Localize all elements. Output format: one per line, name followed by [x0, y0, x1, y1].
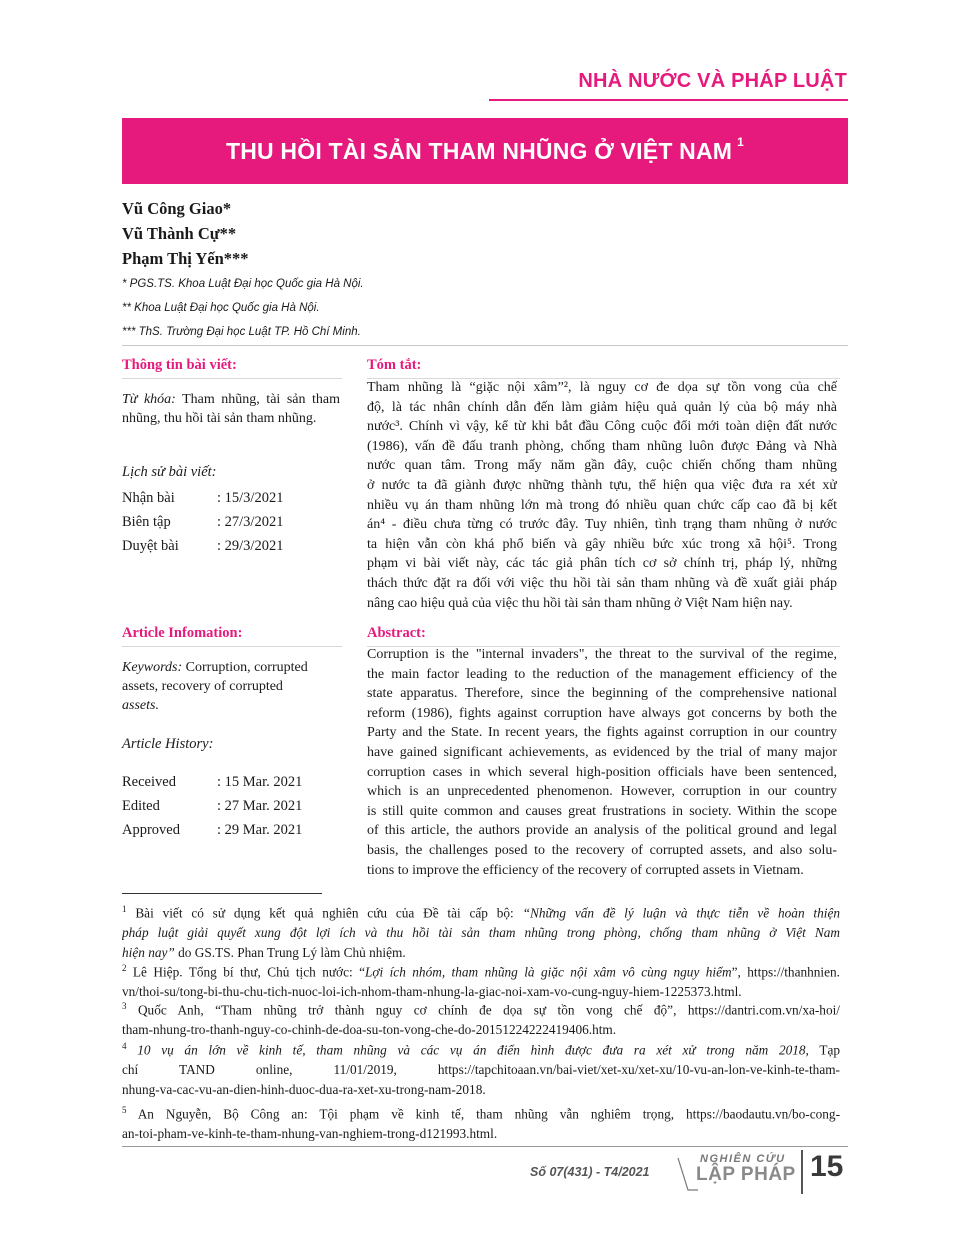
abstract-line: tions to improve the efficiency of the recovery of corrupted assets in Vietnam. [367, 862, 804, 878]
vi-keywords [122, 390, 340, 428]
abstract-line: is still quite common and causes great frustrations in society. Within the scope [367, 803, 837, 819]
vi-history-label: Lịch sử bài viết: [122, 464, 217, 480]
page-number: 15 [810, 1150, 844, 1183]
abstract-line: state apparatus. Therefore, since the beginning of the comprehensive national [367, 686, 837, 702]
vi-info-rule [122, 378, 342, 379]
footnote-link[interactable]: nhung-va-cac-vu-an-dien-hinh-duoc-dua-ra-xet-xu-trong-nam-2018. [122, 1082, 486, 1098]
abstract-line: reform (1986), fights against corruption have always got concerns by both the [367, 705, 837, 721]
footnote-text: do GS.TS. Phan Trung Lý làm Chủ nhiệm. [178, 945, 406, 961]
affiliation-1: * PGS.TS. Khoa Luật Đại học Quốc gia Hà Nội. [122, 278, 364, 290]
footnote-italic: hiện nay” [122, 945, 175, 961]
en-keywords [122, 658, 340, 715]
footer-rule [122, 1146, 848, 1147]
history-value: : 29 Mar. 2021 [217, 822, 303, 838]
summary-line: phạm vi bài viết này, các tác giả phân tích cơ sở chính trị, pháp lý, những [367, 556, 837, 572]
footnote-text: Quốc Anh, “Tham nhũng trở thành nguy cơ chính đe dọa sự tồn vong chế độ”, https://dantri.com.vn/xa-hoi/ [137, 1002, 840, 1018]
en-abstract [367, 645, 837, 880]
footnote-italic: 10 vụ án lớn về kinh tế, tham nhũng và các vụ án điển hình được đưa ra xét xử trong năm 2018 [137, 1042, 806, 1058]
summary-line: ở nước ta đã giành được những thành tựu, thể hiện qua việc đưa ra xét xử [367, 477, 837, 493]
abstract-line: Party and the State. In recent years, the fights against corruption in our country [367, 725, 837, 741]
footnote-link[interactable]: vn/thoi-su/tong-bi-thu-chu-tich-nuoc-loi-ich-nhom-tham-nhung-la-giac-noi-xam-vo-cung-nguy-hiem-1225373.html. [122, 984, 742, 1000]
history-value: : 15 Mar. 2021 [217, 774, 303, 790]
en-keywords-tail: assets. [122, 698, 159, 713]
en-history-label: Article History: [122, 736, 214, 752]
en-info-rule [122, 646, 342, 647]
vi-summary [367, 378, 837, 613]
summary-line: thách thức đặt ra đối với việc thu hồi tài sản tham nhũng và đề xuất giải pháp [367, 575, 837, 591]
abstract-line: the main factor leading to the reduction of the management efficiency of the [367, 666, 837, 682]
summary-line: án⁴ - điều chưa từng có trước đây. Tuy nhiên, tình trạng tham nhũng ở nước [367, 517, 837, 533]
footnote-text: An Nguyễn, Bộ Công an: Tội phạm về kinh tế, tham nhũng vẫn nghiêm trọng, https://baodautu.vn/bo-cong- [137, 1106, 840, 1122]
section-rule [489, 99, 848, 101]
footnote-italic: pháp luật giải quyết xung đột lợi ích và thu hồi tài sản tham nhũng trong phòng, chống tham nhũng ở Việt Nam [122, 925, 840, 941]
magazine-name-top: NGHIÊN CỨU [700, 1153, 786, 1165]
author-1: Vũ Công Giao* [122, 199, 232, 218]
summary-line: nâng cao hiệu quả của việc thu hồi tài sản tham nhũng ở Việt Nam hiện nay. [367, 595, 793, 611]
abstract-line: of this article, the authors provide an analysis of the political ground and legal [367, 823, 837, 839]
author-2: Vũ Thành Cự** [122, 224, 237, 243]
footnote-4 [122, 1036, 840, 1100]
history-value: : 15/3/2021 [217, 490, 284, 506]
history-value: : 27 Mar. 2021 [217, 798, 303, 814]
footnote-rule [122, 893, 322, 894]
section-title: NHÀ NƯỚC VÀ PHÁP LUẬT [578, 70, 847, 92]
vi-summary-heading: Tóm tắt: [367, 357, 422, 373]
footnote-link[interactable]: an-toi-pham-ve-kinh-te-tham-nhung-van-nghiem-trong-d121993.html. [122, 1126, 498, 1142]
magazine-name-bottom: LẬP PHÁP [696, 1164, 796, 1185]
footer-slash-icon [676, 1150, 698, 1192]
footnote-link[interactable]: tham-nhung-tro-thanh-nguy-co-chinh-de-doa-su-ton-vong-che-do-20151224222419406.htm. [122, 1022, 617, 1038]
abstract-line: corruption cases in which several high-position officials have been sentenced, [367, 764, 837, 780]
footnote-text: Lê Hiệp. Tổng bí thư, Chủ tịch nước: “ [132, 964, 365, 980]
history-label: Edited [122, 798, 160, 814]
footnote-number: 4 [122, 1041, 127, 1051]
abstract-line: Corruption is the "internal invaders", the threat to the survival of the regime, [367, 647, 837, 662]
footnote-1 [122, 899, 840, 963]
footnote-number: 2 [122, 963, 127, 973]
vi-info-heading: Thông tin bài viết: [122, 357, 237, 373]
footnote-text: , Tạp [805, 1042, 840, 1058]
affiliation-3: *** ThS. Trường Đại học Luật TP. Hồ Chí Minh. [122, 326, 361, 338]
title-banner [122, 118, 848, 184]
footnote-3 [122, 996, 840, 1040]
history-label: Approved [122, 822, 180, 838]
title-footnote-mark[interactable]: 1 [737, 134, 745, 149]
en-abstract-heading: Abstract: [367, 625, 426, 641]
article-title [225, 134, 745, 165]
affiliation-2: ** Khoa Luật Đại học Quốc gia Hà Nội. [122, 302, 320, 314]
vi-keywords-text: Tham nhũng, tài sản tham nhũng, thu hồi tài sản tham nhũng. [122, 392, 340, 426]
history-label: Received [122, 774, 176, 790]
summary-line: độ, là tác nhân chính dẫn đến làm giảm hiệu quả quản lý của bộ máy nhà [367, 399, 837, 415]
summary-line: (1986), vấn đề đấu tranh phòng, chống tham nhũng luôn được Đảng và Nhà [367, 438, 837, 454]
footnote-number: 1 [122, 904, 127, 914]
footnote-number: 5 [122, 1105, 127, 1115]
footnote-number: 3 [122, 1001, 127, 1011]
history-label: Duyệt bài [122, 538, 179, 554]
footnote-5 [122, 1100, 840, 1144]
en-keywords-text: Corruption, corrupted assets, recovery of corrupted [122, 660, 308, 694]
summary-line: Tham nhũng là “giặc nội xâm”², là nguy cơ đe dọa sự tồn vong của chế [367, 380, 837, 395]
history-label: Biên tập [122, 514, 171, 530]
summary-line: nước quan tâm. Trong mấy năm gần đây, cuộc chiến chống tham nhũng [367, 458, 837, 474]
en-keywords-label: Keywords: [122, 660, 183, 675]
footer-divider [801, 1150, 803, 1194]
footnote-text: ”, https://thanhnien. [731, 964, 840, 980]
history-value: : 29/3/2021 [217, 538, 284, 554]
footnote-italic: Lợi ích nhóm, tham nhũng là giặc nội xâm vô cùng nguy hiểm [365, 964, 732, 980]
affiliation-divider [122, 345, 848, 346]
history-label: Nhận bài [122, 490, 175, 506]
author-3: Phạm Thị Yến*** [122, 249, 249, 268]
abstract-line: basis, the challenges posed to the recovery of corrupted assets, and also solu- [367, 842, 837, 858]
summary-line: nhiều vụ án tham nhũng lớn mà trong đó nhiều quan chức cấp cao đã bị kết [367, 497, 837, 513]
abstract-line: which is an unprecedented phenomenon. However, corruption in our country [367, 784, 837, 800]
footnote-italic: “Những vấn đề lý luận và thực tiễn về hoàn thiện [522, 905, 840, 921]
issue-number: Số 07(431) - T4/2021 [530, 1165, 650, 1179]
footnote-text: chí TAND online, 11/01/2019, https://tapchitoaan.vn/bai-viet/xet-xu/xet-xu/10-vu-an-lon-ve-kinh-te-tham- [122, 1062, 840, 1078]
summary-line: ta hiện vẫn còn khá phổ biến và gây nhiều bức xúc trong xã hội⁵. Trong [367, 536, 837, 552]
history-value: : 27/3/2021 [217, 514, 284, 530]
en-info-heading: Article Infomation: [122, 625, 243, 641]
vi-keywords-label: Từ khóa: [122, 392, 176, 407]
abstract-line: have gained significant achievements, as evidenced by the trial of many major [367, 744, 837, 760]
footnote-text: Bài viết có sử dụng kết quả nghiên cứu của Đề tài cấp bộ: [135, 905, 514, 921]
summary-line: nước³. Chính vì vậy, kể từ khi bắt đầu Công cuộc đổi mới toàn diện đất nước [367, 419, 837, 435]
article-title-text: THU HỒI TÀI SẢN THAM NHŨNG Ở VIỆT NAM [225, 137, 733, 164]
